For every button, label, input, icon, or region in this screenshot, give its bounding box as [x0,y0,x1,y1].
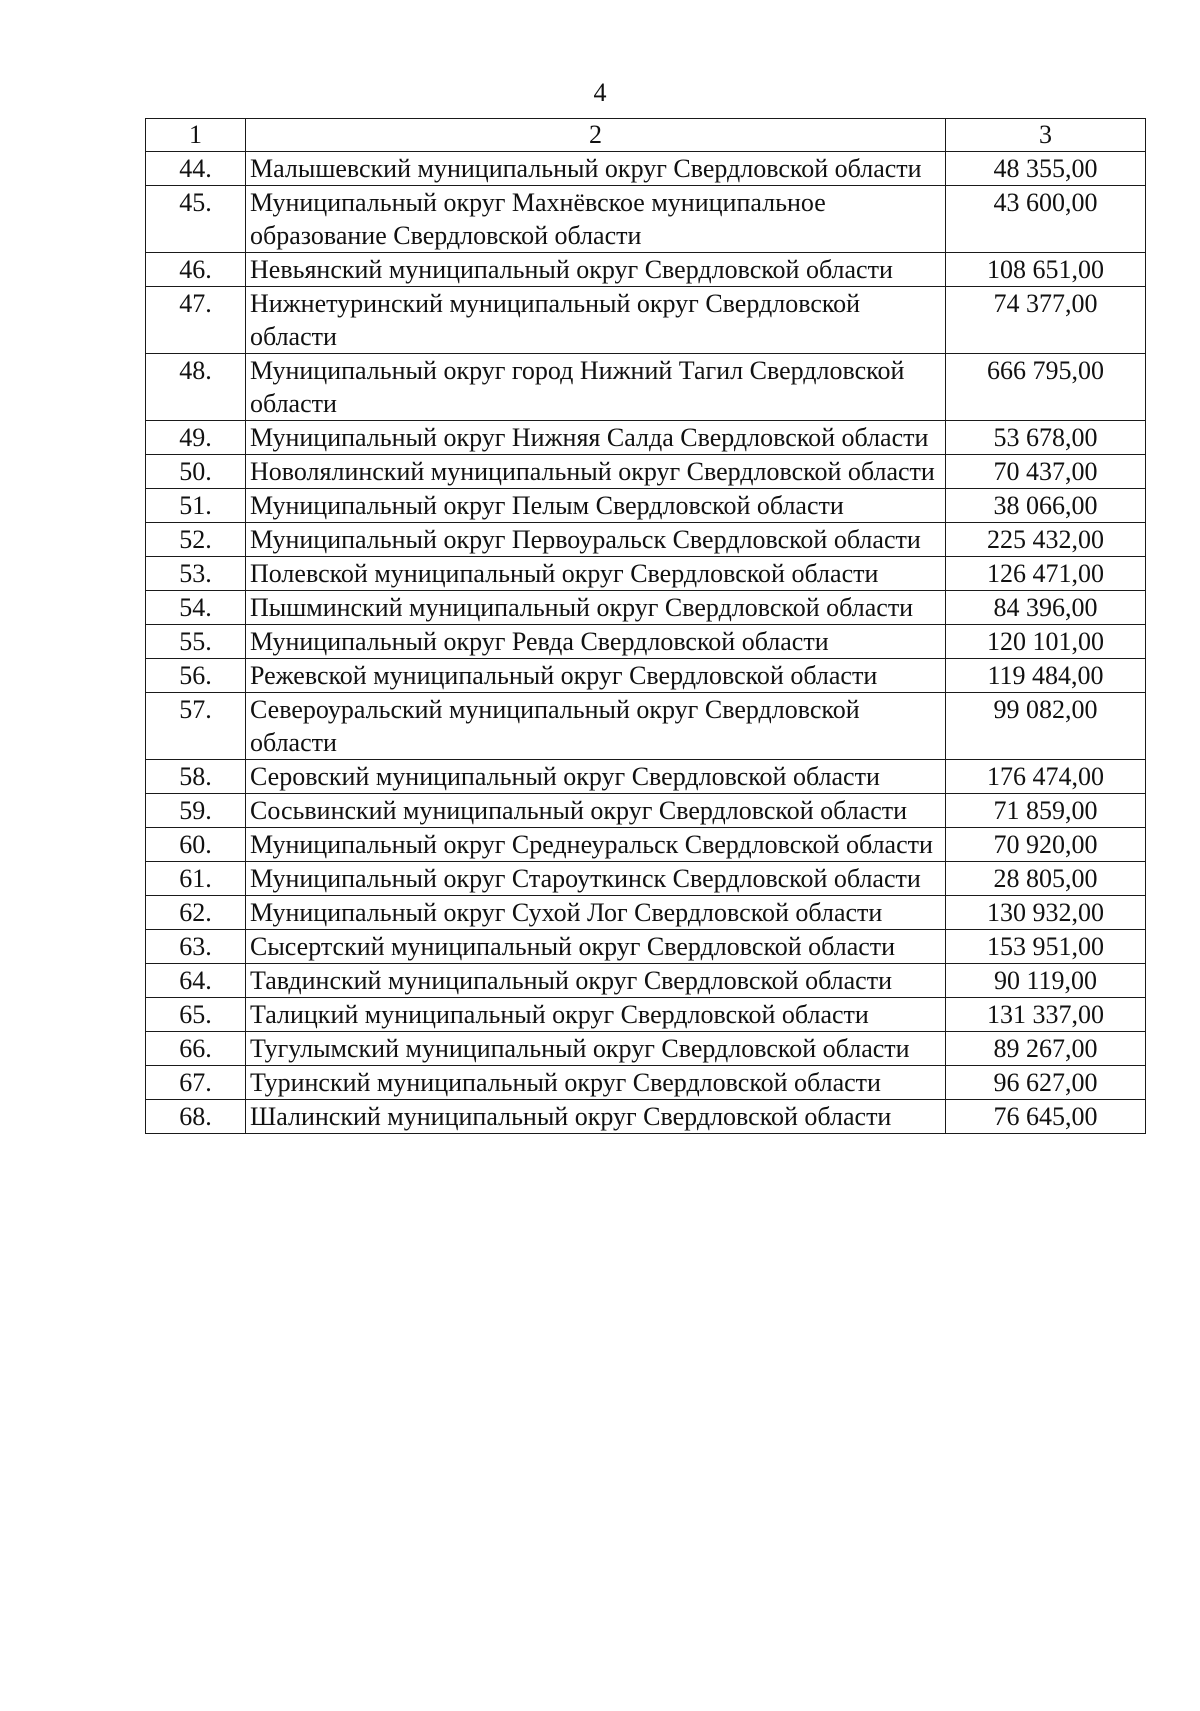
row-number: 60. [146,828,246,862]
municipality-name: Муниципальный округ Первоуральск Свердловской области [246,523,946,557]
row-number: 55. [146,625,246,659]
municipality-name: Тугулымский муниципальный округ Свердловской области [246,1032,946,1066]
municipality-name: Сысертский муниципальный округ Свердловской области [246,930,946,964]
table-row [146,964,1146,998]
row-number: 65. [146,998,246,1032]
row-number: 67. [146,1066,246,1100]
table-row [146,930,1146,964]
amount-value: 90 119,00 [946,964,1146,998]
amount-value: 71 859,00 [946,794,1146,828]
table-row [146,794,1146,828]
row-number: 44. [146,152,246,186]
municipality-name: Муниципальный округ Ревда Свердловской области [246,625,946,659]
table-row [146,523,1146,557]
municipality-name: Новолялинский муниципальный округ Свердловской области [246,455,946,489]
municipality-name: Полевской муниципальный округ Свердловской области [246,557,946,591]
municipality-name: Муниципальный округ Староуткинск Свердловской области [246,862,946,896]
row-number: 64. [146,964,246,998]
allocation-table [145,118,1146,1134]
amount-value: 28 805,00 [946,862,1146,896]
row-number: 63. [146,930,246,964]
amount-value: 70 920,00 [946,828,1146,862]
amount-value: 119 484,00 [946,659,1146,693]
table-row [146,1066,1146,1100]
municipality-name: Серовский муниципальный округ Свердловской области [246,760,946,794]
page-number: 4 [593,78,607,107]
table-row [146,1100,1146,1134]
table-row [146,455,1146,489]
amount-value: 126 471,00 [946,557,1146,591]
table-row [146,557,1146,591]
amount-value: 108 651,00 [946,253,1146,287]
row-number: 61. [146,862,246,896]
municipality-name: Муниципальный округ Сухой Лог Свердловской области [246,896,946,930]
row-number: 66. [146,1032,246,1066]
row-number: 48. [146,354,246,421]
amount-value: 48 355,00 [946,152,1146,186]
column-header-amount: 3 [946,119,1146,152]
municipality-name: Североуральский муниципальный округ Свердловской области [246,693,946,760]
table-row [146,896,1146,930]
municipality-name: Талицкий муниципальный округ Свердловской области [246,998,946,1032]
column-header-number: 1 [146,119,246,152]
amount-value: 130 932,00 [946,896,1146,930]
table-row [146,1032,1146,1066]
municipality-name: Муниципальный округ Пелым Свердловской области [246,489,946,523]
table-row [146,998,1146,1032]
row-number: 45. [146,186,246,253]
amount-value: 43 600,00 [946,186,1146,253]
row-number: 51. [146,489,246,523]
row-number: 46. [146,253,246,287]
table-row [146,625,1146,659]
municipality-name: Тавдинский муниципальный округ Свердловской области [246,964,946,998]
table-row [146,253,1146,287]
amount-value: 76 645,00 [946,1100,1146,1134]
table-row [146,354,1146,421]
amount-value: 53 678,00 [946,421,1146,455]
municipality-name: Шалинский муниципальный округ Свердловской области [246,1100,946,1134]
table-row [146,760,1146,794]
municipality-name: Нижнетуринский муниципальный округ Свердловской области [246,287,946,354]
table-row [146,591,1146,625]
table-row [146,693,1146,760]
table-row [146,659,1146,693]
municipality-name: Сосьвинский муниципальный округ Свердловской области [246,794,946,828]
amount-value: 666 795,00 [946,354,1146,421]
row-number: 56. [146,659,246,693]
municipality-name: Муниципальный округ город Нижний Тагил Свердловской области [246,354,946,421]
municipality-name: Муниципальный округ Махнёвское муниципальное образование Свердловской области [246,186,946,253]
table-row [146,862,1146,896]
table-row [146,489,1146,523]
row-number: 58. [146,760,246,794]
amount-value: 120 101,00 [946,625,1146,659]
municipality-name: Невьянский муниципальный округ Свердловской области [246,253,946,287]
amount-value: 89 267,00 [946,1032,1146,1066]
amount-value: 225 432,00 [946,523,1146,557]
table-row [146,421,1146,455]
row-number: 52. [146,523,246,557]
municipality-name: Режевской муниципальный округ Свердловской области [246,659,946,693]
municipality-name: Пышминский муниципальный округ Свердловской области [246,591,946,625]
column-header-name: 2 [246,119,946,152]
row-number: 47. [146,287,246,354]
row-number: 50. [146,455,246,489]
row-number: 62. [146,896,246,930]
table-header-row [146,119,1146,152]
amount-value: 131 337,00 [946,998,1146,1032]
amount-value: 176 474,00 [946,760,1146,794]
table-row [146,152,1146,186]
row-number: 54. [146,591,246,625]
table-row [146,287,1146,354]
amount-value: 96 627,00 [946,1066,1146,1100]
municipality-name: Муниципальный округ Нижняя Салда Свердловской области [246,421,946,455]
municipality-name: Муниципальный округ Среднеуральск Свердловской области [246,828,946,862]
amount-value: 99 082,00 [946,693,1146,760]
amount-value: 70 437,00 [946,455,1146,489]
row-number: 53. [146,557,246,591]
row-number: 68. [146,1100,246,1134]
row-number: 59. [146,794,246,828]
municipality-name: Малышевский муниципальный округ Свердловской области [246,152,946,186]
table-body [146,152,1146,1134]
amount-value: 84 396,00 [946,591,1146,625]
amount-value: 74 377,00 [946,287,1146,354]
table-row [146,828,1146,862]
amount-value: 38 066,00 [946,489,1146,523]
table-row [146,186,1146,253]
row-number: 57. [146,693,246,760]
amount-value: 153 951,00 [946,930,1146,964]
municipality-name: Туринский муниципальный округ Свердловской области [246,1066,946,1100]
row-number: 49. [146,421,246,455]
